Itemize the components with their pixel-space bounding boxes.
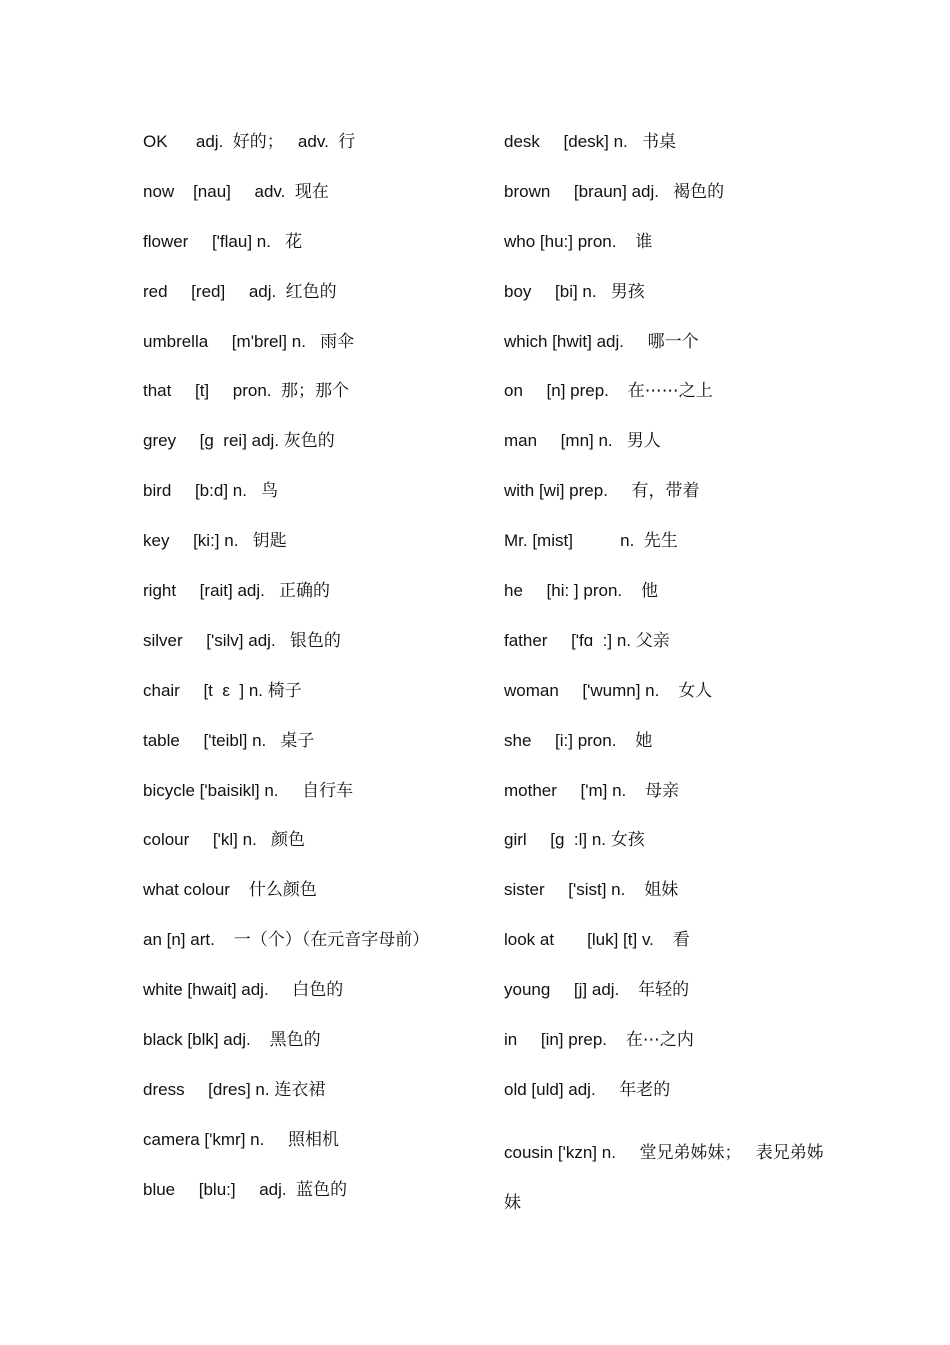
vocab-entry: in [in] prep. 在⋯之内 [504, 1030, 694, 1050]
vocab-entry: OK adj. 好的； adv. 行 [143, 132, 356, 151]
vocab-entry: sister ['sist] n. 姐妹 [504, 880, 679, 900]
vocab-entry: cousin ['kzn] n. 堂兄弟姊妹； 表兄弟姊妹 [504, 1142, 824, 1212]
vocab-entry: right [rait] adj. 正确的 [143, 581, 331, 601]
vocab-entry: table ['teibl] n. 桌子 [143, 730, 315, 750]
vocab-entry: which [hwit] adj. 哪一个 [504, 331, 699, 351]
left-vocabulary-column [143, 130, 493, 1228]
vocab-entry: flower ['flau] n. 花 [143, 231, 303, 251]
vocab-entry: grey [ɡ rei] adj. 灰色的 [143, 431, 335, 451]
vocab-entry: dress [dres] n. 连衣裙 [143, 1079, 326, 1099]
vocab-entry: boy [bi] n. 男孩 [504, 281, 645, 301]
vocab-entry: chair [t ε ] n. 椅子 [143, 680, 302, 700]
vocab-entry: with [wi] prep. 有，带着 [504, 481, 700, 501]
vocab-entry: an [n] art. 一（个）（在元音字母前） [143, 930, 430, 950]
vocab-entry: who [hu:] pron. 谁 [504, 231, 653, 251]
vocab-entry: man [mn] n. 男人 [504, 431, 661, 451]
vocab-entry: desk [desk] n. 书桌 [504, 132, 676, 151]
vocab-entry: on [n] prep. 在⋯⋯之上 [504, 381, 713, 401]
vocab-entry: she [i:] pron. 她 [504, 730, 653, 750]
vocab-entry: silver ['silv] adj. 银色的 [143, 630, 341, 650]
vocab-entry: brown [braun] adj. 褐色的 [504, 181, 725, 201]
vocab-entry: what colour 什么颜色 [143, 880, 317, 900]
vocab-entry: look at [luk] [t] v. 看 [504, 930, 690, 950]
vocab-entry: young [j] adj. 年轻的 [504, 980, 690, 1000]
vocab-entry: bird [b:d] n. 鸟 [143, 481, 279, 501]
vocab-entry: old [uld] adj. 年老的 [504, 1079, 671, 1099]
vocab-entry: that [t] pron. 那；那个 [143, 381, 349, 401]
vocab-entry: black [blk] adj. 黑色的 [143, 1030, 321, 1050]
vocab-entry: bicycle ['baisikl] n. 自行车 [143, 780, 354, 800]
vocab-entry: father ['fɑ :] n. 父亲 [504, 630, 670, 650]
vocab-entry: camera ['kmr] n. 照相机 [143, 1129, 339, 1149]
vocab-entry: now [nau] adv. 现在 [143, 181, 329, 201]
vocab-entry: umbrella [m'brel] n. 雨伞 [143, 331, 355, 351]
right-vocabulary-column [504, 130, 824, 1228]
vocab-entry: blue [blu:] adj. 蓝色的 [143, 1179, 348, 1199]
vocab-entry: key [ki:] n. 钥匙 [143, 531, 287, 551]
vocab-entry: Mr. [mist] n. 先生 [504, 531, 678, 551]
vocab-entry: colour ['kl] n. 颜色 [143, 830, 305, 850]
vocab-entry: woman ['wumn] n. 女人 [504, 680, 713, 700]
vocab-entry: red [red] adj. 红色的 [143, 281, 337, 301]
vocab-entry: mother ['m] n. 母亲 [504, 780, 680, 800]
vocab-entry: he [hi: ] pron. 他 [504, 581, 659, 601]
vocab-entry: girl [ɡ :l] n. 女孩 [504, 830, 645, 850]
vocab-entry: white [hwait] adj. 白色的 [143, 980, 344, 1000]
